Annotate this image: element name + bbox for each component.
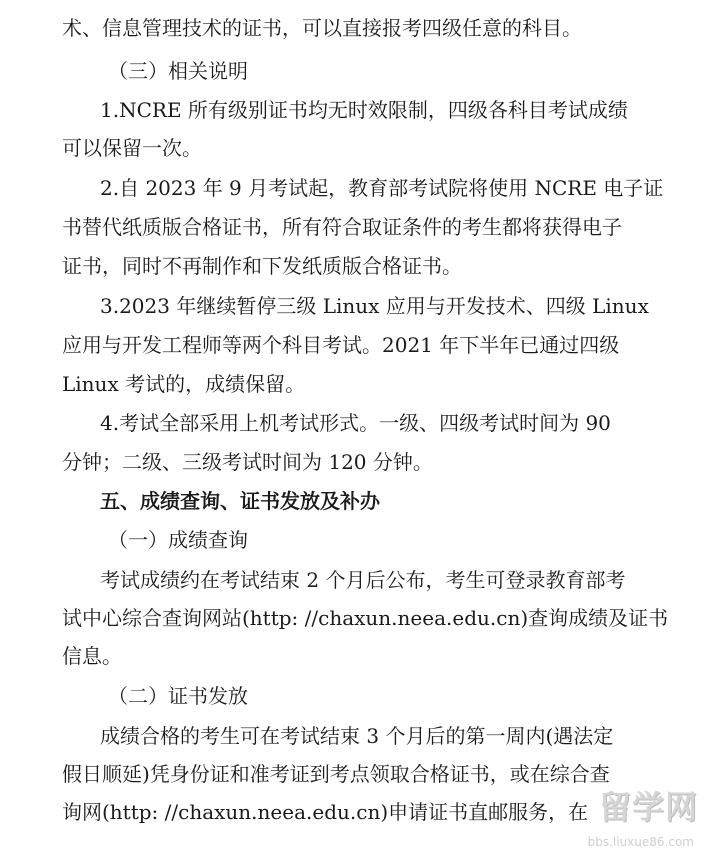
text-line: 书替代纸质版合格证书，所有符合取证条件的考生都将获得电子 bbox=[62, 215, 622, 239]
text-line: 试中心综合查询网站(http: //chaxun.neea.edu.cn)查询成绩及证书 bbox=[62, 606, 669, 630]
watermark-title: 留学网 bbox=[598, 788, 698, 826]
text-line: 4.考试全部采用上机考试形式。一级、四级考试时间为 90 bbox=[100, 411, 611, 435]
text-line: Linux 考试的，成绩保留。 bbox=[62, 372, 306, 396]
section-subheading: （一）成绩查询 bbox=[108, 528, 248, 552]
text-line: 假日顺延)凭身份证和准考证到考点领取合格证书，或在综合查 bbox=[62, 762, 610, 786]
text-line: 询网(http: //chaxun.neea.edu.cn)申请证书直邮服务，在 bbox=[62, 800, 589, 824]
text-line: 1.NCRE 所有级别证书均无时效限制，四级各科目考试成绩 bbox=[100, 98, 628, 122]
watermark-url: bbs.liuxue86.com bbox=[587, 835, 694, 849]
site-watermark bbox=[523, 787, 698, 849]
text-line: 信息。 bbox=[62, 644, 122, 668]
text-line: 术、信息管理技术的证书，可以直接报考四级任意的科目。 bbox=[62, 16, 582, 40]
text-line: 分钟；二级、三级考试时间为 120 分钟。 bbox=[62, 450, 433, 474]
text-line: 应用与开发工程师等两个科目考试。2021 年下半年已通过四级 bbox=[62, 333, 620, 357]
section-subheading: （二）证书发放 bbox=[108, 684, 248, 708]
section-heading: 五、成绩查询、证书发放及补办 bbox=[100, 489, 380, 513]
text-line: 2.自 2023 年 9 月考试起，教育部考试院将使用 NCRE 电子证 bbox=[100, 176, 664, 200]
text-line: 成绩合格的考生可在考试结束 3 个月后的第一周内(遇法定 bbox=[100, 724, 614, 748]
text-line: 3.2023 年继续暂停三级 Linux 应用与开发技术、四级 Linux bbox=[100, 294, 649, 318]
text-line: 可以保留一次。 bbox=[62, 136, 202, 160]
text-line: 证书，同时不再制作和下发纸质版合格证书。 bbox=[62, 254, 462, 278]
text-line: 考试成绩约在考试结束 2 个月后公布，考生可登录教育部考 bbox=[100, 568, 626, 592]
section-subheading: （三）相关说明 bbox=[108, 59, 248, 83]
